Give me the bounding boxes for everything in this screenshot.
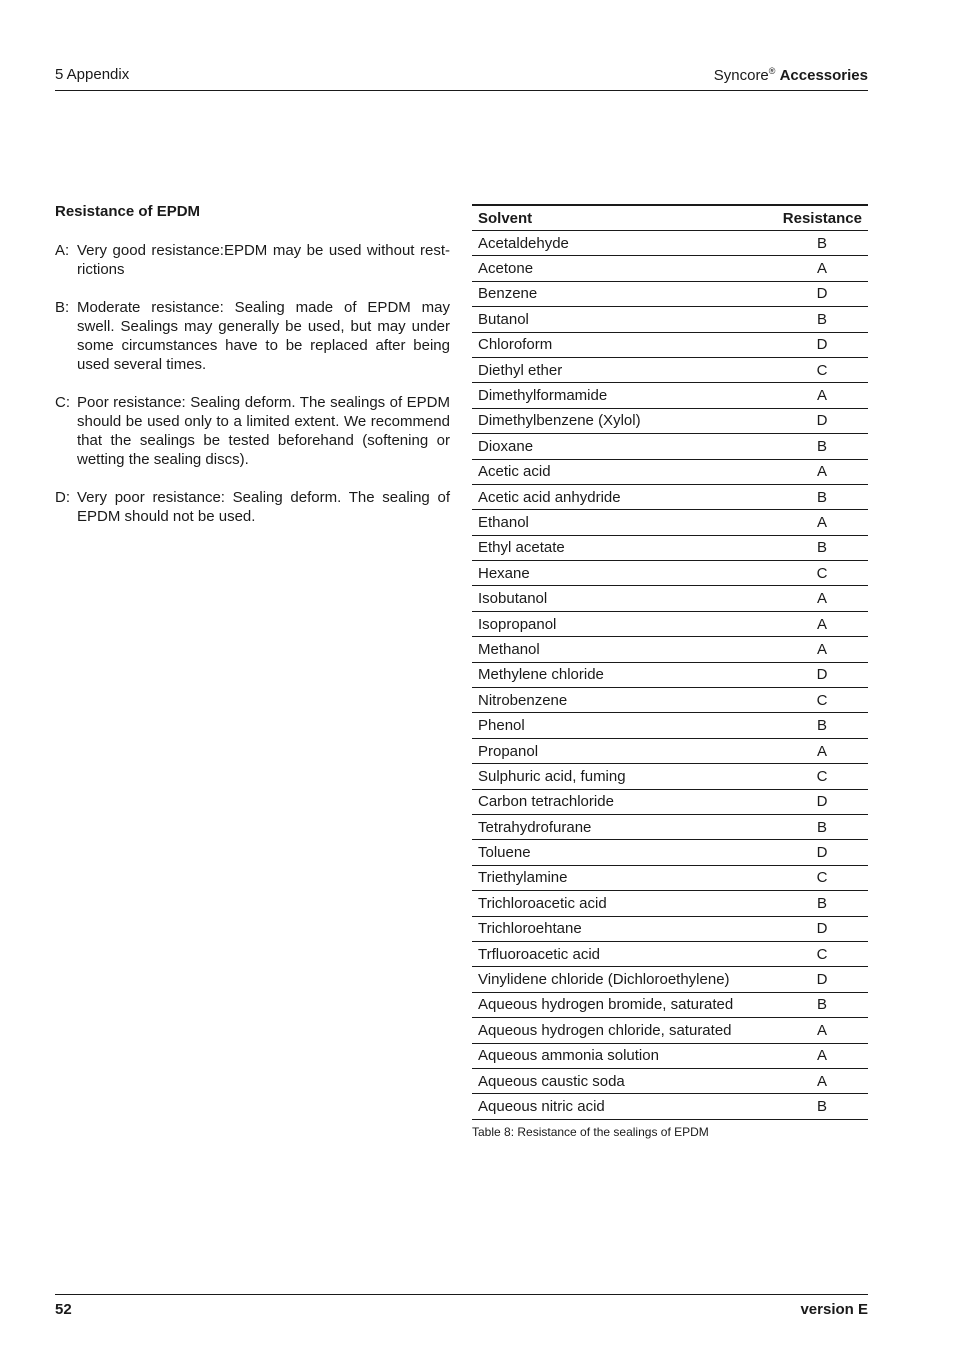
solvent-cell: Methylene chloride: [472, 662, 752, 687]
table-row: [472, 561, 868, 586]
legend-text: Very good resistance:EPDM may be used without rest-rictions: [77, 242, 450, 278]
table-row: [472, 1094, 868, 1119]
solvent-cell: Triethylamine: [472, 865, 752, 890]
table-row: [472, 1043, 868, 1068]
solvent-cell: Tetrahydrofurane: [472, 814, 752, 839]
table-row: [472, 510, 868, 535]
table-row: [472, 992, 868, 1017]
solvent-cell: Nitrobenzene: [472, 688, 752, 713]
resistance-cell: D: [752, 332, 868, 357]
table-row: [472, 764, 868, 789]
table-row: [472, 840, 868, 865]
resistance-cell: A: [752, 637, 868, 662]
header-product-name: Syncore: [713, 67, 769, 84]
solvent-cell: Butanol: [472, 307, 752, 332]
column-header-solvent: Solvent: [472, 205, 752, 231]
legend-letter: B:: [55, 299, 70, 316]
solvent-cell: Acetic acid: [472, 459, 752, 484]
resistance-cell: A: [752, 586, 868, 611]
solvent-cell: Dimethylbenzene (Xylol): [472, 408, 752, 433]
table-row: [472, 611, 868, 636]
resistance-cell: D: [752, 789, 868, 814]
solvent-cell: Methanol: [472, 637, 752, 662]
resistance-cell: A: [752, 611, 868, 636]
resistance-cell: B: [752, 307, 868, 332]
legend-item: [55, 488, 450, 526]
solvent-cell: Aqueous hydrogen chloride, saturated: [472, 1018, 752, 1043]
legend-item: [55, 393, 450, 469]
solvent-cell: Chloroform: [472, 332, 752, 357]
table-row: [472, 688, 868, 713]
resistance-cell: A: [752, 510, 868, 535]
registered-mark: ®: [768, 66, 776, 76]
table-body: [472, 231, 868, 1120]
solvent-cell: Dioxane: [472, 434, 752, 459]
resistance-cell: A: [752, 256, 868, 281]
resistance-cell: B: [752, 713, 868, 738]
legend-item: [55, 298, 450, 374]
solvent-cell: Ethanol: [472, 510, 752, 535]
table-row: [472, 713, 868, 738]
table-row: [472, 357, 868, 382]
solvent-cell: Aqueous hydrogen bromide, saturated: [472, 992, 752, 1017]
legend-list: [55, 241, 450, 526]
resistance-cell: C: [752, 688, 868, 713]
resistance-cell: A: [752, 1068, 868, 1093]
column-header-resistance: Resistance: [752, 205, 868, 231]
resistance-cell: B: [752, 535, 868, 560]
table-row: [472, 1018, 868, 1043]
resistance-cell: D: [752, 281, 868, 306]
legend-text: Moderate resistance: Sealing made of EPDM may swell. Sealings may generally be used, but may under some circumstances have to be replaced after being used several times.: [77, 299, 450, 373]
table-row: [472, 941, 868, 966]
legend-letter: C:: [55, 394, 70, 411]
header-product: [714, 66, 868, 84]
resistance-cell: D: [752, 840, 868, 865]
resistance-cell: B: [752, 891, 868, 916]
table-row: [472, 662, 868, 687]
solvent-cell: Dimethylformamide: [472, 383, 752, 408]
solvent-cell: Ethyl acetate: [472, 535, 752, 560]
solvent-cell: Acetaldehyde: [472, 231, 752, 256]
resistance-cell: C: [752, 865, 868, 890]
solvent-cell: Trichloroehtane: [472, 916, 752, 941]
resistance-legend: [55, 202, 450, 545]
legend-text: Poor resistance: Sealing deform. The sealings of EPDM should be used only to a limited extent. We recommend that the sealings be tested beforehand (softening or wetting the sealing discs).: [77, 394, 450, 468]
document-version: version E: [800, 1301, 868, 1318]
legend-text: Very poor resistance: Sealing deform. The sealing of EPDM should not be used.: [77, 489, 450, 525]
resistance-cell: A: [752, 459, 868, 484]
table-row: [472, 459, 868, 484]
resistance-cell: A: [752, 1043, 868, 1068]
table-row: [472, 814, 868, 839]
solvent-cell: Aqueous nitric acid: [472, 1094, 752, 1119]
resistance-cell: C: [752, 764, 868, 789]
solvent-cell: Acetone: [472, 256, 752, 281]
table-row: [472, 484, 868, 509]
section-title: Resistance of EPDM: [55, 203, 201, 220]
table-row: [472, 408, 868, 433]
solvent-cell: Diethyl ether: [472, 357, 752, 382]
solvent-cell: Sulphuric acid, fuming: [472, 764, 752, 789]
table-caption: Table 8: Resistance of the sealings of EPDM: [472, 1125, 709, 1139]
table-row: [472, 967, 868, 992]
solvent-cell: Trfluoroacetic acid: [472, 941, 752, 966]
page-footer: [55, 1294, 868, 1318]
header-section: 5 Appendix: [55, 66, 130, 83]
solvent-cell: Trichloroacetic acid: [472, 891, 752, 916]
table-row: [472, 916, 868, 941]
solvent-cell: Hexane: [472, 561, 752, 586]
table-row: [472, 281, 868, 306]
table-row: [472, 434, 868, 459]
solvent-cell: Acetic acid anhydride: [472, 484, 752, 509]
table-row: [472, 256, 868, 281]
resistance-cell: C: [752, 941, 868, 966]
solvent-cell: Carbon tetrachloride: [472, 789, 752, 814]
resistance-cell: A: [752, 738, 868, 763]
resistance-cell: D: [752, 408, 868, 433]
solvent-cell: Aqueous ammonia solution: [472, 1043, 752, 1068]
resistance-cell: D: [752, 967, 868, 992]
header-product-bold: Accessories: [779, 67, 868, 84]
resistance-cell: B: [752, 434, 868, 459]
table-row: [472, 383, 868, 408]
table-row: [472, 586, 868, 611]
solvent-cell: Isopropanol: [472, 611, 752, 636]
resistance-table: [472, 204, 868, 1120]
resistance-cell: A: [752, 1018, 868, 1043]
solvent-cell: Phenol: [472, 713, 752, 738]
resistance-cell: B: [752, 814, 868, 839]
table-row: [472, 535, 868, 560]
table-row: [472, 891, 868, 916]
solvent-cell: Aqueous caustic soda: [472, 1068, 752, 1093]
table-row: [472, 789, 868, 814]
resistance-cell: A: [752, 383, 868, 408]
table-row: [472, 1068, 868, 1093]
table-row: [472, 307, 868, 332]
page-number: 52: [55, 1301, 72, 1318]
resistance-cell: C: [752, 357, 868, 382]
solvent-cell: Isobutanol: [472, 586, 752, 611]
solvent-cell: Vinylidene chloride (Dichloroethylene): [472, 967, 752, 992]
page-header: [55, 64, 868, 91]
solvent-cell: Toluene: [472, 840, 752, 865]
resistance-cell: B: [752, 231, 868, 256]
solvent-cell: Propanol: [472, 738, 752, 763]
table-row: [472, 231, 868, 256]
legend-item: [55, 241, 450, 279]
table-row: [472, 637, 868, 662]
resistance-cell: B: [752, 992, 868, 1017]
legend-letter: D:: [55, 489, 70, 506]
resistance-cell: D: [752, 662, 868, 687]
table-row: [472, 738, 868, 763]
legend-letter: A:: [55, 242, 70, 259]
table-row: [472, 865, 868, 890]
solvent-cell: Benzene: [472, 281, 752, 306]
table-header-row: [472, 205, 868, 231]
resistance-cell: C: [752, 561, 868, 586]
table-row: [472, 332, 868, 357]
resistance-cell: B: [752, 484, 868, 509]
resistance-cell: D: [752, 916, 868, 941]
resistance-cell: B: [752, 1094, 868, 1119]
